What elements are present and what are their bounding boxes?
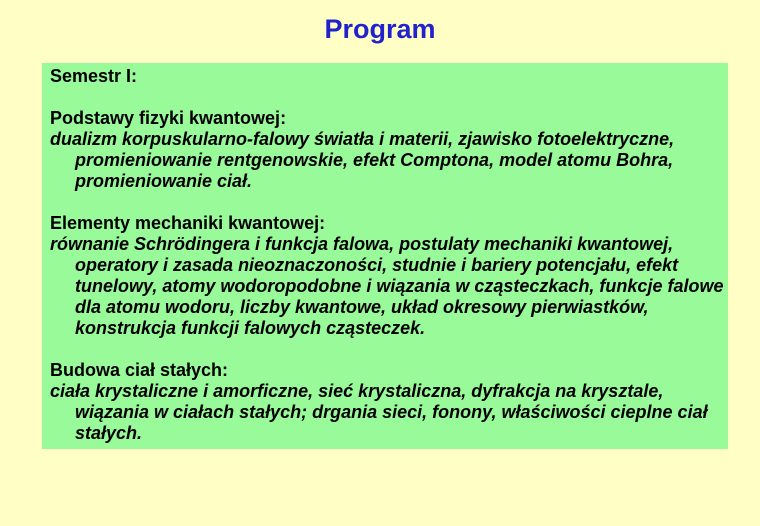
body-line: konstrukcja funkcji falowych cząsteczek.	[75, 318, 426, 338]
body-line: tunelowy, atomy wodoropodobne i wiązania w cząsteczkach, funkcje falowe	[75, 276, 724, 296]
body-line: promieniowanie ciał.	[75, 171, 253, 191]
section-podstawy-fizyki-kwantowej	[50, 108, 720, 192]
body-line: promieniowanie rentgenowskie, efekt Comptona, model atomu Bohra,	[75, 150, 674, 170]
section-heading-semestr-i: Semestr I:	[50, 66, 138, 86]
section-semestr-i	[50, 66, 720, 87]
slide-title: Program	[324, 14, 436, 44]
body-line: ciała krystaliczne i amorficzne, sieć krystaliczna, dyfrakcja na krysztale,	[50, 381, 664, 401]
program-content-box	[42, 63, 728, 449]
body-line: dla atomu wodoru, liczby kwantowe, układ okresowy pierwiastków,	[75, 297, 649, 317]
section-budowa-cial-stalych	[50, 360, 720, 444]
section-elementy-mechaniki-kwantowej	[50, 213, 724, 339]
section-heading-elementy-mechaniki: Elementy mechaniki kwantowej:	[50, 213, 326, 233]
section-heading-budowa-cial: Budowa ciał stałych:	[50, 360, 229, 380]
body-line: stałych.	[75, 423, 143, 443]
body-line: operatory i zasada nieoznaczoności, studnie i bariery potencjału, efekt	[75, 255, 679, 275]
section-heading-podstawy-fizyki: Podstawy fizyki kwantowej:	[50, 108, 287, 128]
body-line: równanie Schrödingera i funkcja falowa, postulaty mechaniki kwantowej,	[50, 234, 674, 254]
body-line: wiązania w ciałach stałych; drgania sieci, fonony, właściwości cieplne ciał	[75, 402, 708, 422]
body-line: dualizm korpuskularno-falowy światła i materii, zjawisko fotoelektryczne,	[50, 129, 675, 149]
